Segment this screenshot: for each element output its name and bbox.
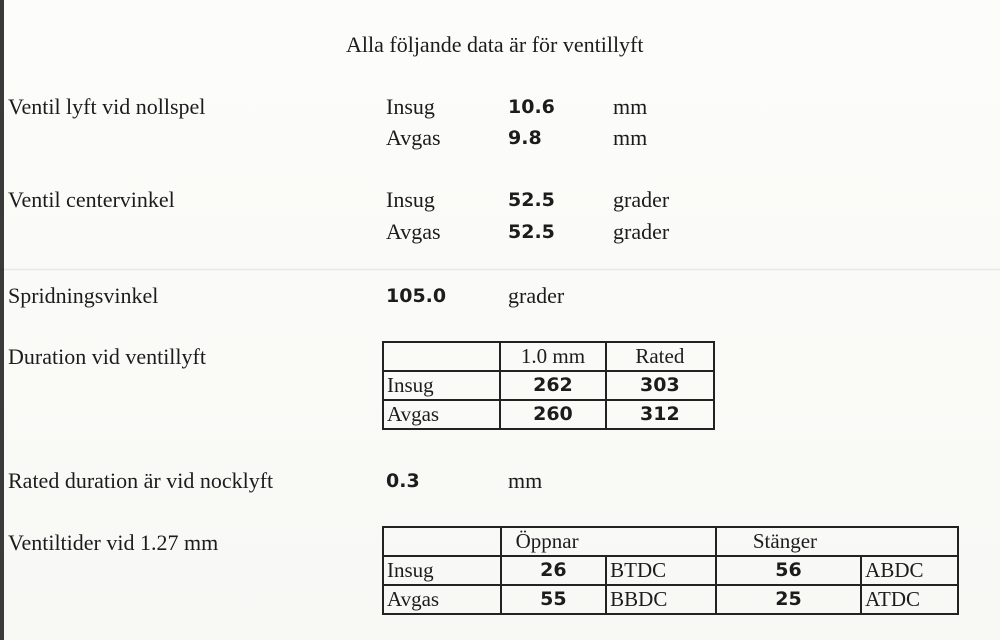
valve-lift-intake-value: 10.6	[508, 96, 555, 118]
timing-open-ref: BTDC	[606, 556, 716, 585]
spread-unit: grader	[508, 283, 565, 308]
center-angle-intake-label: Insug	[386, 187, 435, 212]
valve-lift-exhaust-label: Avgas	[386, 125, 441, 150]
valve-lift-intake-label: Insug	[386, 94, 435, 119]
valve-lift-label: Ventil lyft vid nollspel	[8, 94, 206, 119]
rated-value: 0.3	[386, 470, 420, 492]
timing-close-ref: ATDC	[861, 585, 958, 614]
spread-label: Spridningsvinkel	[8, 283, 159, 308]
timing-row-label: Avgas	[383, 585, 501, 614]
timing-close-value: 25	[716, 585, 861, 614]
duration-row-label: Insug	[383, 371, 500, 400]
document-title: Alla följande data är för ventillyft	[346, 32, 644, 57]
spread-value: 105.0	[386, 285, 447, 307]
timing-open-value: 55	[501, 585, 607, 614]
duration-rated-value: 303	[606, 371, 714, 400]
timing-label: Ventiltider vid 1.27 mm	[8, 530, 219, 555]
table-row	[383, 342, 714, 371]
duration-header-rated: Rated	[606, 342, 714, 371]
timing-close-value: 56	[716, 556, 861, 585]
duration-table	[382, 341, 715, 430]
timing-table	[382, 526, 959, 615]
page-edge	[0, 0, 4, 640]
table-row	[383, 527, 958, 556]
duration-1mm-value: 260	[500, 400, 606, 429]
center-angle-exhaust-label: Avgas	[386, 219, 441, 244]
valve-lift-exhaust-unit: mm	[613, 125, 648, 150]
table-row	[383, 585, 958, 614]
timing-open-ref: BBDC	[606, 585, 716, 614]
duration-rated-value: 312	[606, 400, 714, 429]
duration-row-label: Avgas	[383, 400, 500, 429]
center-angle-exhaust-unit: grader	[613, 219, 670, 244]
timing-row-label: Insug	[383, 556, 501, 585]
center-angle-label: Ventil centervinkel	[8, 187, 175, 212]
valve-lift-intake-unit: mm	[613, 94, 648, 119]
timing-close-ref: ABDC	[861, 556, 958, 585]
duration-header-1mm: 1.0 mm	[500, 342, 606, 371]
center-angle-intake-value: 52.5	[508, 189, 555, 211]
paper-fold-line	[0, 268, 1000, 271]
table-row	[383, 556, 958, 585]
timing-open-value: 26	[501, 556, 607, 585]
table-row	[383, 371, 714, 400]
timing-header-open: Öppnar	[501, 527, 716, 556]
rated-unit: mm	[508, 468, 543, 493]
duration-1mm-value: 262	[500, 371, 606, 400]
timing-header-empty	[383, 527, 501, 556]
duration-header-empty	[383, 342, 500, 371]
duration-label: Duration vid ventillyft	[8, 344, 206, 369]
timing-header-close: Stänger	[716, 527, 958, 556]
valve-lift-exhaust-value: 9.8	[508, 127, 542, 149]
rated-label: Rated duration är vid nocklyft	[8, 468, 274, 493]
table-row	[383, 400, 714, 429]
center-angle-exhaust-value: 52.5	[508, 221, 555, 243]
center-angle-intake-unit: grader	[613, 187, 670, 212]
